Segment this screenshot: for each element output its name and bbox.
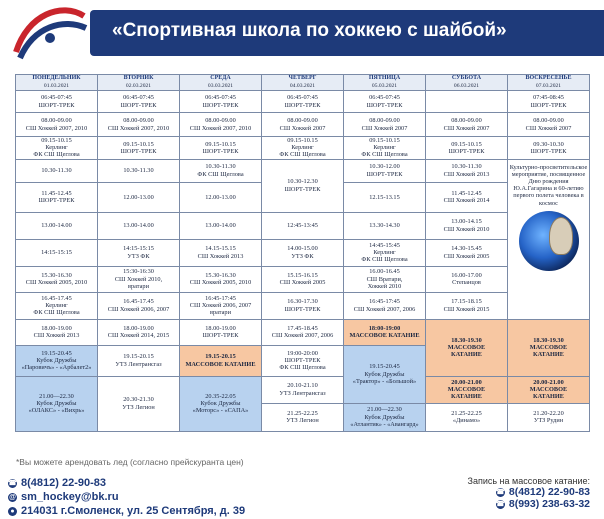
- schedule-cell: [16, 113, 98, 137]
- schedule-cell: [180, 113, 262, 137]
- schedule-cell: [98, 182, 180, 212]
- session-label: ШОРТ-ТРЕК: [530, 147, 567, 155]
- session-time: 09.15-10.15: [41, 137, 72, 144]
- session-time: 16.30-17.30: [287, 298, 318, 306]
- session-time: 10.30-11.30: [123, 167, 154, 174]
- table-row: [16, 319, 590, 345]
- session-time: 16:45-17:45: [369, 298, 400, 306]
- session-time: 08.00-09.00: [451, 117, 482, 125]
- session-time: 14:45-15:45: [369, 241, 400, 249]
- earth-cosmonaut-icon: [519, 211, 579, 271]
- session-label: ШОРТ-ТРЕК: [284, 305, 321, 313]
- table-row: [16, 91, 590, 113]
- session-time: 18.30-19.30: [451, 336, 482, 344]
- session-label: Кубок Дружбы: [36, 357, 77, 364]
- days-header-row: [16, 75, 590, 91]
- mass-phone-2[interactable]: [468, 498, 590, 510]
- rent-note: *Вы можете арендовать лед (согласно прейскуранта цен): [16, 457, 244, 467]
- session-label: СШ Хоккей 2010,: [114, 275, 163, 283]
- phone-number: 8(993) 238-63-32: [508, 498, 590, 510]
- session-label: СШ Хоккей 2007, 2010: [25, 124, 88, 132]
- schedule-table: [15, 74, 590, 432]
- session-label: Кубок Дружбы: [36, 400, 77, 407]
- session-time: 09.15-10.15: [287, 137, 318, 144]
- contact-address: [8, 504, 308, 518]
- schedule-cell: [426, 403, 508, 431]
- schedule-cell: [180, 292, 262, 319]
- session-label: СШ Хоккей 2006, 2007: [107, 305, 170, 313]
- contact-phone[interactable]: [8, 476, 308, 490]
- session-time: 10.30-11.30: [451, 163, 482, 171]
- schedule-cell: [180, 319, 262, 345]
- session-label: СШ Хоккей 2005: [443, 252, 490, 260]
- session-time: 14.15-15.15: [205, 245, 236, 253]
- session-time: 21.00—22.30: [39, 392, 74, 400]
- schedule-cell: [344, 91, 426, 113]
- session-label: ШОРТ-ТРЕК: [38, 197, 75, 205]
- session-label: ФК СШ Щеглова: [279, 364, 326, 372]
- session-time: 21.00—22.30: [367, 406, 402, 414]
- schedule-cell: [426, 266, 508, 292]
- session-label: МАССОВОЕ: [529, 386, 568, 393]
- schedule-cell: [344, 403, 426, 431]
- schedule-cell: [16, 266, 98, 292]
- session-time: 06:45-07:45: [123, 94, 154, 102]
- table-row: [16, 137, 590, 160]
- session-label: СШ Хоккей 2005, 2010: [189, 279, 252, 287]
- schedule-cell: [426, 319, 508, 376]
- session-time: 20.00-21.00: [533, 378, 564, 386]
- page-title: «Спортивная школа по хоккею с шайбой»: [112, 20, 507, 41]
- session-label: МАССОВОЕ КАТАНИЕ: [349, 332, 420, 340]
- schedule-cell: [16, 345, 98, 376]
- session-label: ШОРТ-ТРЕК: [284, 101, 321, 109]
- session-label: ШОРТ-ТРЕК: [202, 101, 239, 109]
- schedule-cell: [180, 266, 262, 292]
- session-label: УТЗ ФК: [127, 252, 150, 260]
- schedule-cell: [98, 239, 180, 266]
- session-label: МАССОВОЕ: [447, 386, 486, 393]
- schedule-cell: [262, 403, 344, 431]
- schedule-cell: [426, 239, 508, 266]
- schedule-cell: [98, 266, 180, 292]
- day-header: СРЕДА 03.03.2021: [180, 75, 262, 91]
- session-label: «Моторс» - «САПА»: [192, 407, 249, 415]
- session-time: 06:45-07:45: [369, 94, 400, 102]
- schedule-cell: [262, 137, 344, 160]
- schedule-cell: [426, 113, 508, 137]
- session-time: 08.00-09.00: [369, 117, 400, 125]
- schedule-cell: [262, 345, 344, 376]
- schedule-cell: [426, 137, 508, 160]
- schedule-cell: [98, 91, 180, 113]
- schedule-cell: [344, 319, 426, 345]
- session-time: 09.15-10.15: [451, 140, 482, 148]
- contacts-block: [8, 476, 308, 518]
- schedule-cell: [262, 212, 344, 239]
- schedule-cell: [16, 376, 98, 431]
- schedule-cell: [98, 319, 180, 345]
- day-header: ВТОРНИК 02.03.2021: [98, 75, 180, 91]
- session-label: СШ Хоккей 2013: [443, 170, 490, 178]
- session-label: УТЗ Лентрансгаз: [115, 360, 162, 368]
- schedule-cell: [344, 182, 426, 212]
- session-label: СШ Хоккей 2005: [279, 279, 326, 287]
- session-time: 10.30-12.00: [369, 163, 400, 171]
- session-label: Кубок Дружбы: [364, 370, 405, 378]
- schedule-cell: [262, 266, 344, 292]
- schedule-cell: [180, 159, 262, 182]
- session-time: 16.00-17.00: [451, 271, 482, 279]
- session-time: 20.35-22.05: [205, 392, 236, 400]
- session-time: 13.00-14.00: [123, 222, 154, 229]
- session-label: УТЗ Легион: [286, 417, 319, 425]
- session-label: МАССОВОЕ: [529, 344, 568, 351]
- session-label: ШОРТ-ТРЕК: [284, 357, 321, 364]
- session-time: 14:15-15:15: [123, 245, 154, 253]
- schedule-cell: [98, 212, 180, 239]
- schedule-cell: [180, 182, 262, 212]
- session-time: 07:45-08:45: [533, 94, 564, 102]
- session-label: СШ Хоккей 2015: [443, 305, 490, 313]
- session-time: 18.00-19.00: [123, 324, 154, 332]
- day-header: ЧЕТВЕРГ 04.03.2021: [262, 75, 344, 91]
- session-time: 12.15-13.15: [369, 193, 400, 201]
- session-time: 13.00-14.15: [451, 218, 482, 226]
- session-label: Керлинг: [373, 144, 396, 152]
- schedule-cell: [98, 345, 180, 376]
- session-label: Степанцов: [452, 279, 481, 287]
- session-label: СШ Хоккей 2014: [443, 197, 490, 205]
- table-row: [16, 292, 590, 319]
- session-time: 09.30-10.30: [533, 140, 564, 148]
- session-label: ФК СШ Щеглова: [361, 151, 408, 159]
- table-row: [16, 212, 590, 239]
- location-pin-icon: ●: [8, 507, 17, 516]
- session-label: Керлинг: [373, 249, 396, 256]
- schedule-cell: [262, 376, 344, 403]
- session-label: СШ Хоккей 2007: [525, 124, 572, 132]
- session-time: 21.25-22.25: [451, 409, 482, 417]
- session-label: СШ Хоккей 2007: [443, 124, 490, 132]
- schedule-cell: [262, 292, 344, 319]
- session-label: вратари: [128, 282, 149, 290]
- session-label: ФК СШ Щеглова: [33, 151, 80, 159]
- schedule-cell: [180, 91, 262, 113]
- session-label: СШ Хоккей 2006, 2007: [189, 302, 252, 309]
- session-time: 08.00-09.00: [287, 117, 318, 125]
- day-header: СУББОТА 06.03.2021: [426, 75, 508, 91]
- schedule-cell: [262, 91, 344, 113]
- session-label: СШ Хоккей 2005, 2010: [25, 279, 88, 287]
- schedule-cell: [344, 137, 426, 160]
- schedule-cell: [98, 159, 180, 182]
- schedule-cell: [344, 292, 426, 319]
- session-time: 09.15-10.15: [205, 140, 236, 148]
- session-label: ШОРТ-ТРЕК: [202, 147, 239, 155]
- session-time: 13.00-14.00: [41, 222, 72, 229]
- schedule-cell: [16, 239, 98, 266]
- schedule-cell: [508, 137, 590, 160]
- session-label: ФК СШ Щеглова: [279, 151, 326, 159]
- session-label: СШ Хоккей 2013: [197, 252, 244, 260]
- session-label: МАССОВОЕ: [447, 344, 486, 351]
- schedule-cell: [98, 292, 180, 319]
- table-row: [16, 376, 590, 403]
- schedule-cell: [508, 403, 590, 431]
- event-description: Культурно-просветительское мероприятие, посвященное Дню рождения Ю.А.Гагарина и 60-летию первого полета человека в космос: [509, 163, 588, 207]
- session-time: 11.45-12.45: [451, 189, 482, 197]
- schedule-cell: [426, 159, 508, 182]
- session-label: СШ Вратари,: [366, 275, 403, 283]
- session-label: ШОРТ-ТРЕК: [120, 147, 157, 155]
- phone-icon: ☎: [8, 479, 17, 487]
- session-label: КАТАНИЕ: [451, 351, 482, 359]
- session-label: УТЗ Рудин: [533, 417, 564, 425]
- session-label: вратари: [210, 309, 231, 317]
- session-time: 06:45-07:45: [205, 94, 236, 102]
- phone-icon: ☎: [495, 500, 505, 508]
- session-label: Керлинг: [45, 144, 68, 152]
- schedule-cell: [180, 376, 262, 431]
- session-label: СШ Хоккей 2007: [361, 124, 408, 132]
- session-time: 14.30-15.45: [451, 245, 482, 253]
- session-label: ШОРТ-ТРЕК: [530, 101, 567, 109]
- session-time: 20.30-21.30: [123, 396, 154, 404]
- schedule-cell: [262, 239, 344, 266]
- session-time: 08.00-09.00: [205, 117, 236, 125]
- session-label: СШ Хоккей 2007, 2010: [107, 124, 170, 132]
- schedule-cell: [16, 319, 98, 345]
- session-time: 18.00-19.00: [205, 324, 236, 332]
- schedule-cell: [344, 159, 426, 182]
- hockey-logo-icon: [10, 4, 90, 64]
- session-label: СШ Хоккей 2010: [443, 225, 490, 233]
- schedule-cell: [426, 376, 508, 403]
- email-icon: @: [9, 493, 16, 501]
- gagarin-event-cell: [508, 159, 590, 319]
- session-time: 16.00-16.45: [369, 268, 400, 276]
- schedule-cell: [508, 91, 590, 113]
- session-label: КАТАНИЕ: [451, 393, 482, 401]
- day-header: ПОНЕДЕЛЬНИК 01.03.2021: [16, 75, 98, 91]
- session-time: 15.30-16.30: [205, 271, 236, 279]
- schedule-cell: [344, 345, 426, 403]
- session-label: Керлинг: [45, 302, 68, 309]
- session-label: СШ Хоккей 2014, 2015: [107, 332, 170, 340]
- schedule-cell: [344, 212, 426, 239]
- session-time: 10.30-11.30: [41, 167, 72, 174]
- session-label: ШОРТ-ТРЕК: [366, 170, 403, 178]
- session-time: 15:30-16:30: [123, 268, 154, 276]
- session-label: СШ Хоккей 2007: [279, 124, 326, 132]
- day-header: ВОСКРЕСЕНЬЕ 07.03.2021: [508, 75, 590, 91]
- session-time: 15.30-16.30: [41, 271, 72, 279]
- session-label: «Трактор» - «Большой»: [352, 377, 417, 385]
- schedule-cell: [180, 137, 262, 160]
- mass-skating-contacts: [468, 476, 590, 510]
- schedule-cell: [16, 212, 98, 239]
- phone-icon: ☎: [495, 488, 505, 496]
- session-time: 16:45-17:45: [205, 294, 236, 302]
- schedule-cell: [180, 212, 262, 239]
- schedule-cell: [344, 266, 426, 292]
- session-time: 08.00-09.00: [123, 117, 154, 125]
- session-label: «Атлантик» - «Авангард»: [350, 420, 419, 428]
- schedule-cell: [426, 212, 508, 239]
- phone-number: 8(4812) 22-90-83: [508, 486, 590, 498]
- session-label: ФК СШ Щеглова: [197, 170, 244, 178]
- session-label: СШ Хоккей 2007, 2006: [353, 305, 416, 313]
- session-time: 12.00-13.00: [123, 193, 154, 201]
- session-label: ШОРТ-ТРЕК: [448, 147, 485, 155]
- session-time: 19.15-20.15: [123, 353, 154, 361]
- session-time: 20.00-21.00: [451, 378, 482, 386]
- contact-email[interactable]: [8, 490, 308, 504]
- schedule-cell: [16, 91, 98, 113]
- schedule-cell: [344, 239, 426, 266]
- schedule-cell: [508, 319, 590, 376]
- schedule-cell: [16, 182, 98, 212]
- session-time: 21.20-22.20: [533, 409, 564, 417]
- session-label: ШОРТ-ТРЕК: [284, 185, 321, 193]
- address-text: 214031 г.Смоленск, ул. 25 Сентября, д. 39: [21, 505, 246, 517]
- session-time: 18:00-19:00: [368, 324, 401, 332]
- session-label: ФК СШ Щеглова: [33, 309, 80, 317]
- schedule-cell: [98, 376, 180, 431]
- session-time: 19.15-20.45: [41, 349, 72, 357]
- schedule-cell: [180, 239, 262, 266]
- schedule-cell: [508, 113, 590, 137]
- session-time: 14:15-15:15: [41, 249, 72, 256]
- schedule-cell: [426, 292, 508, 319]
- session-time: 11.45-12.45: [41, 189, 72, 197]
- session-time: 16.45-17.45: [41, 294, 72, 302]
- session-label: СШ Хоккей 2013: [33, 332, 80, 340]
- session-label: УТЗ Легион: [122, 403, 155, 411]
- session-time: 08.00-09.00: [533, 117, 564, 125]
- session-time: 10.30-12.30: [287, 178, 318, 186]
- session-label: Хоккей 2010: [367, 282, 402, 290]
- session-label: ШОРТ-ТРЕК: [202, 332, 239, 340]
- table-row: [16, 159, 590, 182]
- schedule-cell: [344, 113, 426, 137]
- session-label: КАТАНИЕ: [533, 351, 564, 359]
- session-label: Керлинг: [291, 144, 314, 152]
- email-address: sm_hockey@bk.ru: [21, 491, 119, 503]
- schedule-cell: [262, 159, 344, 212]
- day-header: ПЯТНИЦА 05.03.2021: [344, 75, 426, 91]
- session-label: УТЗ Лентрансгаз: [279, 389, 326, 397]
- schedule-cell: [98, 113, 180, 137]
- schedule-cell: [426, 182, 508, 212]
- session-time: 16.45-17.45: [123, 298, 154, 306]
- session-time: 09.15-10.15: [123, 140, 154, 148]
- schedule-cell: [16, 292, 98, 319]
- header: [0, 0, 604, 68]
- session-label: «Динамо»: [452, 417, 481, 425]
- session-label: УТЗ ФК: [291, 252, 314, 260]
- session-time: 10.30-11.30: [205, 163, 236, 171]
- session-time: 09.15-10.15: [369, 137, 400, 144]
- session-time: 13.00-14.00: [205, 222, 236, 229]
- session-label: ШОРТ-ТРЕК: [120, 101, 157, 109]
- schedule-cell: [262, 319, 344, 345]
- session-time: 14.00-15.00: [287, 245, 318, 253]
- session-time: 20.10-21.10: [287, 382, 318, 390]
- schedule-cell: [508, 376, 590, 403]
- schedule-cell: [180, 345, 262, 376]
- session-label: «Паровичъ» - «Арбалет2»: [21, 364, 92, 372]
- session-time: 21.25-22.25: [287, 409, 318, 417]
- session-time: 15.15-16.15: [287, 271, 318, 279]
- session-label: «ОЛАКС» - «Вихрь»: [28, 407, 85, 415]
- session-time: 19:00-20:00: [287, 349, 318, 357]
- session-time: 17.45-18.45: [287, 324, 318, 332]
- session-time: 18.30-19.30: [533, 336, 564, 344]
- session-label: СШ Хоккей 2007, 2010: [189, 124, 252, 132]
- session-label: КАТАНИЕ: [533, 393, 564, 401]
- session-label: Кубок Дружбы: [364, 413, 405, 421]
- phone-number: 8(4812) 22-90-83: [21, 477, 107, 489]
- session-time: 13.30-14.30: [369, 222, 400, 229]
- session-label: Кубок Дружбы: [200, 400, 241, 407]
- session-label: ШОРТ-ТРЕК: [38, 101, 75, 109]
- session-time: 06:45-07:45: [287, 94, 318, 102]
- schedule-cell: [262, 113, 344, 137]
- session-label: ШОРТ-ТРЕК: [366, 101, 403, 109]
- session-label: МАССОВОЕ КАТАНИЕ: [185, 360, 256, 368]
- session-time: 06:45-07:45: [41, 94, 72, 102]
- mass-skating-title: Запись на массовое катание:: [467, 476, 590, 486]
- session-time: 12:45-13:45: [287, 222, 318, 229]
- session-time: 19.15-20.15: [205, 353, 236, 361]
- schedule-cell: [16, 159, 98, 182]
- session-label: СШ Хоккей 2007, 2006: [271, 332, 334, 340]
- table-row: [16, 266, 590, 292]
- table-row: [16, 239, 590, 266]
- session-label: ФК СШ Щеглова: [361, 256, 408, 264]
- schedule-cell: [98, 137, 180, 160]
- session-time: 19.15-20.45: [369, 363, 400, 371]
- schedule-cell: [16, 137, 98, 160]
- session-time: 17.15-18.15: [451, 298, 482, 306]
- session-time: 18.00-19.00: [41, 324, 72, 332]
- schedule-cell: [426, 91, 508, 113]
- table-row: [16, 113, 590, 137]
- session-time: 08.00-09.00: [41, 117, 72, 125]
- session-time: 12.00-13.00: [205, 193, 236, 201]
- mass-phone-1[interactable]: [468, 486, 590, 498]
